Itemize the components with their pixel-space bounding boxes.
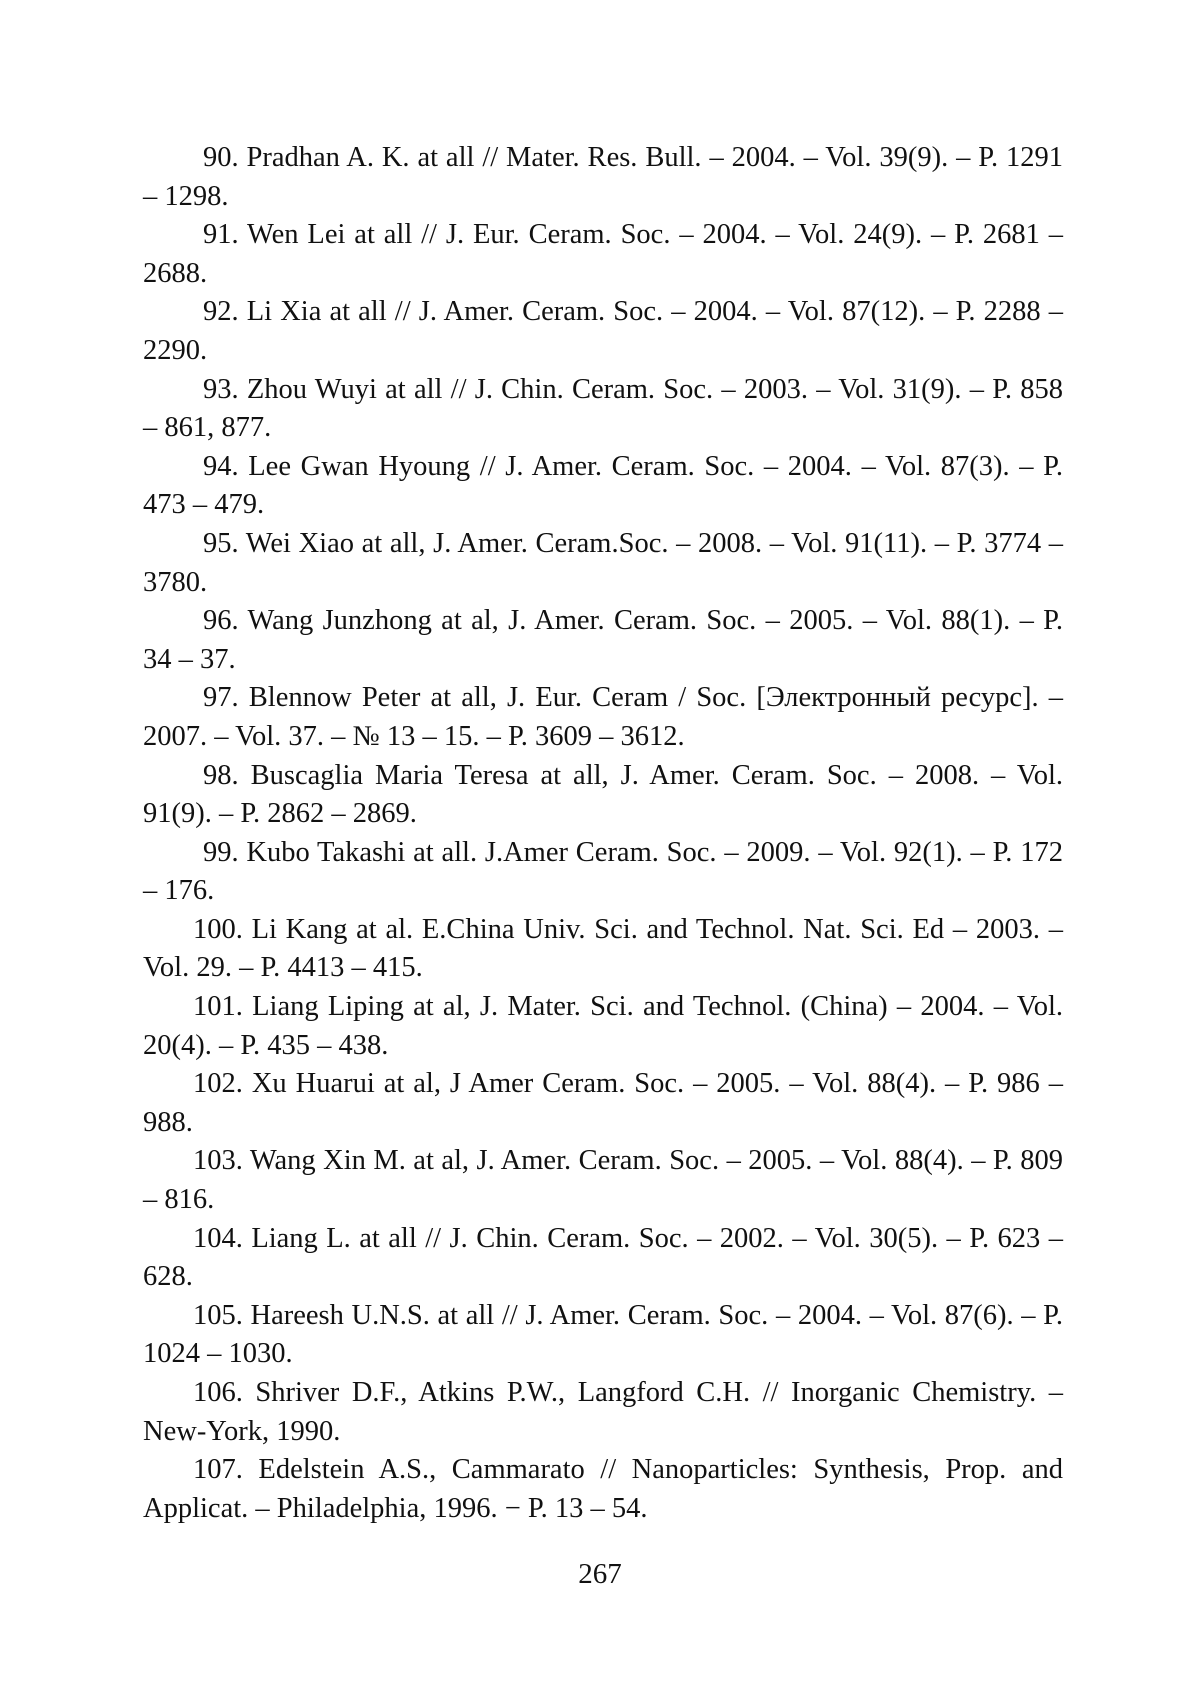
reference-item-105: 105. Hareesh U.N.S. at all // J. Amer. Ceram. Soc. – 2004. – Vol. 87(6). – P. 1024 – 1030.	[143, 1299, 1063, 1370]
reference-item-91: 91. Wen Lei at all // J. Eur. Ceram. Soc. – 2004. – Vol. 24(9). – P. 2681 – 2688.	[143, 219, 1063, 289]
reference-item-104: 104. Liang L. at all // J. Chin. Ceram. Soc. – 2002. – Vol. 30(5). – P. 623 – 628.	[143, 1222, 1063, 1293]
reference-item-92: 92. Li Xia at all // J. Amer. Ceram. Soc. – 2004. – Vol. 87(12). – P. 2288 – 2290.	[143, 296, 1063, 366]
reference-item-106: 106. Shriver D.F., Atkins P.W., Langford C.H. // Inorganic Chemistry. – New-York, 1990.	[143, 1377, 1063, 1447]
reference-item-90: 90. Pradhan A. K. at all // Mater. Res. Bull. – 2004. – Vol. 39(9). – P. 1291 – 1298.	[143, 142, 1063, 212]
reference-item-101: 101. Liang Liping at al, J. Mater. Sci. and Technol. (China) – 2004. – Vol. 20(4). – P. 435 – 438.	[143, 991, 1063, 1061]
reference-item-94: 94. Lee Gwan Hyoung // J. Amer. Ceram. Soc. – 2004. – Vol. 87(3). – P. 473 – 479.	[143, 450, 1063, 521]
reference-item-95: 95. Wei Xiao at all, J. Amer. Ceram.Soc. – 2008. – Vol. 91(11). – P. 3774 – 3780.	[143, 527, 1063, 598]
reference-item-97: 97. Blennow Peter at all, J. Eur. Ceram / Soc. [Электронный ресурс]. – 2007. – Vol. 37. – № 13 – 15. – P. 3609 – 3612.	[143, 682, 1063, 752]
reference-item-107: 107. Edelstein A.S., Cammarato // Nanoparticles: Synthesis, Prop. and Applicat. – Philadelphia, 1996. − P. 13 – 54.	[143, 1454, 1063, 1524]
reference-item-103: 103. Wang Xin M. at al, J. Amer. Ceram. Soc. – 2005. – Vol. 88(4). – P. 809 – 816.	[143, 1145, 1063, 1216]
reference-item-102: 102. Xu Huarui at al, J Amer Ceram. Soc. – 2005. – Vol. 88(4). – P. 986 – 988.	[143, 1068, 1063, 1138]
reference-item-98: 98. Buscaglia Maria Teresa at all, J. Amer. Ceram. Soc. – 2008. – Vol. 91(9). – P. 2862 – 2869.	[143, 759, 1063, 830]
reference-item-96: 96. Wang Junzhong at al, J. Amer. Ceram. Soc. – 2005. – Vol. 88(1). – P. 34 – 37.	[143, 605, 1063, 675]
reference-item-100: 100. Li Kang at al. E.China Univ. Sci. and Technol. Nat. Sci. Ed – 2003. – Vol. 29. – P. 4413 – 415.	[143, 913, 1063, 984]
reference-item-99: 99. Kubo Takashi at all. J.Amer Ceram. Soc. – 2009. – Vol. 92(1). – P. 172 – 176.	[143, 836, 1063, 907]
reference-item-93: 93. Zhou Wuyi at all // J. Chin. Ceram. Soc. – 2003. – Vol. 31(9). – P. 858 – 861, 877.	[143, 373, 1063, 444]
reference-list	[143, 139, 1063, 1528]
page-number: 267	[578, 1558, 622, 1590]
